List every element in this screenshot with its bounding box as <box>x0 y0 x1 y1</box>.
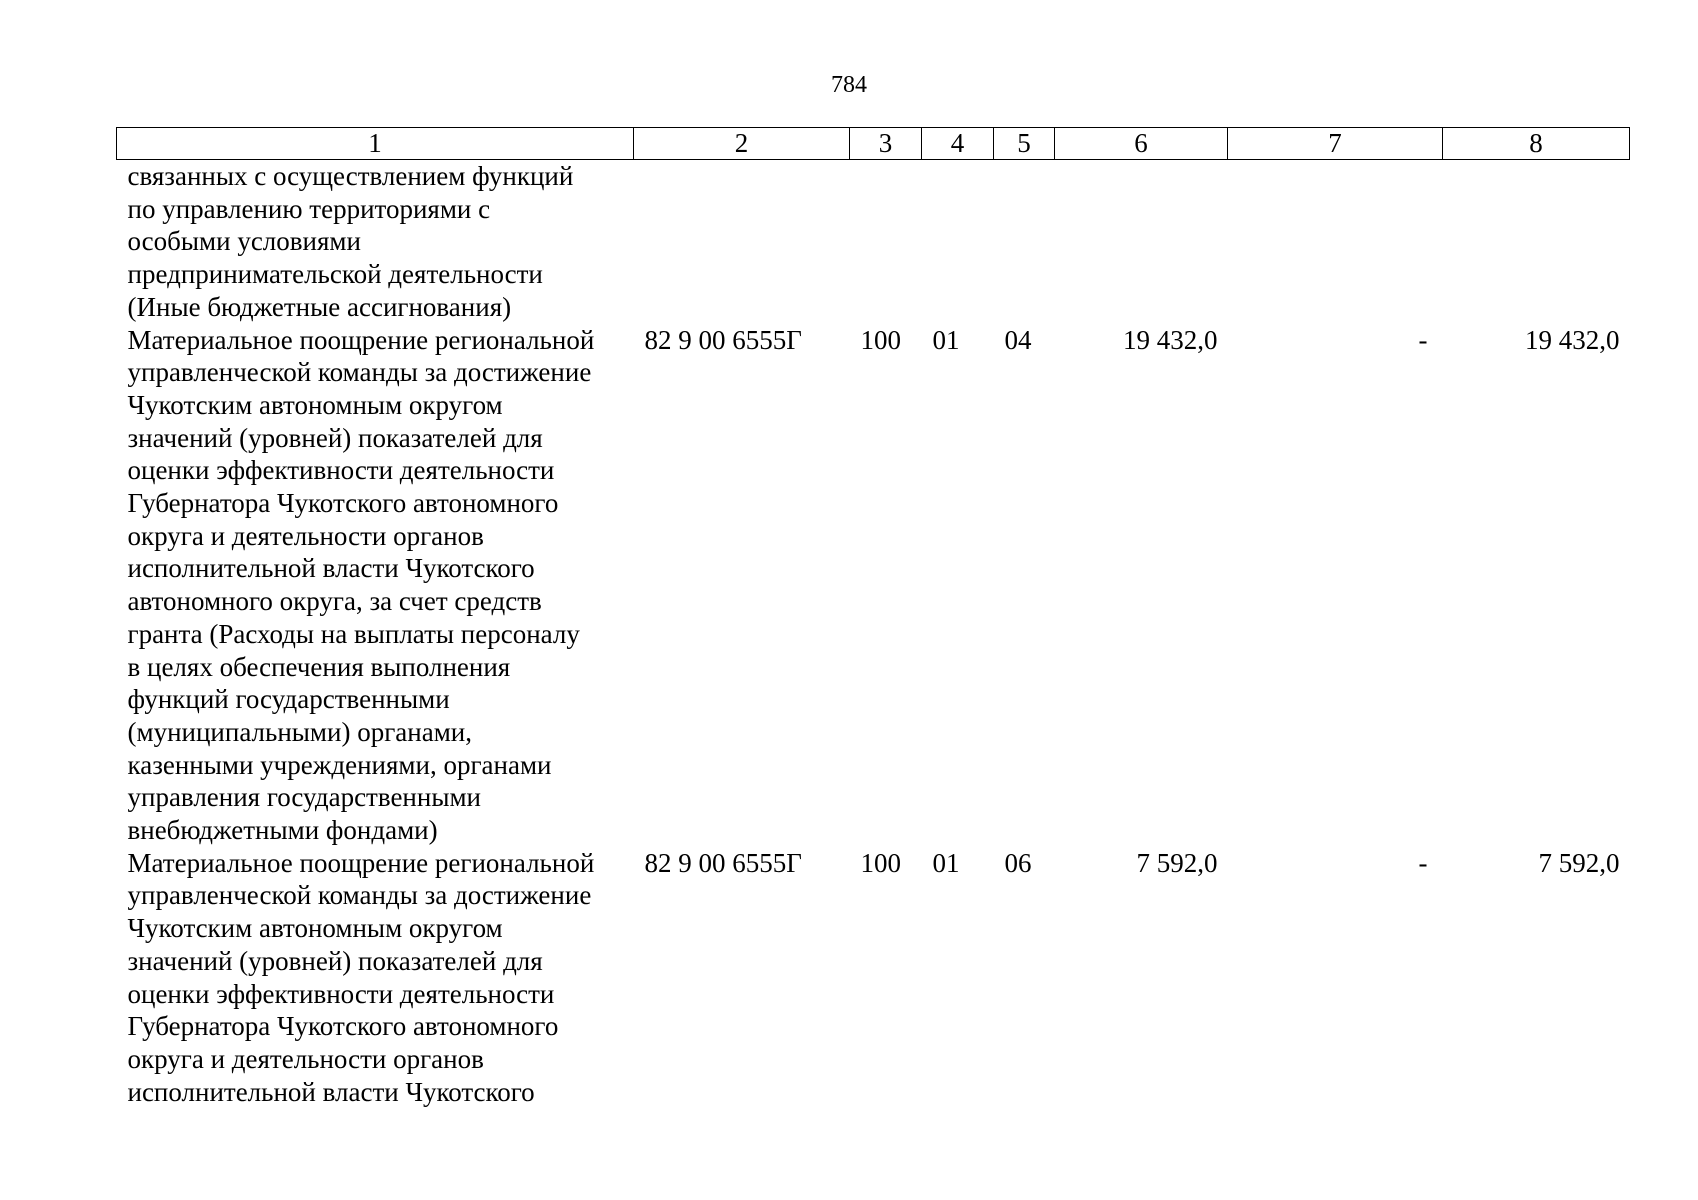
row-total: 7 592,0 <box>1136 847 1218 878</box>
row-own: 19 432,0 <box>1525 324 1620 355</box>
table-row <box>117 847 1630 1109</box>
row-total <box>1055 160 1228 324</box>
row-expense-type: 100 <box>860 847 901 878</box>
row-section: 01 <box>932 847 960 878</box>
table-header-row <box>117 128 1630 160</box>
row-expense-type <box>850 160 922 324</box>
column-header-7: 7 <box>1228 128 1443 160</box>
row-name: связанных с осуществлением функций по управлению территориями с особыми условиями предпринимательской деятельности (Иные бюджетные ассигнования) <box>127 161 574 322</box>
row-federal: - <box>1418 847 1428 878</box>
row-section: 01 <box>932 324 960 355</box>
row-target-article <box>634 160 850 324</box>
table-row <box>117 160 1630 324</box>
row-own <box>1443 160 1630 324</box>
column-header-1: 1 <box>117 128 634 160</box>
row-federal <box>1228 160 1443 324</box>
budget-table <box>116 127 1630 1108</box>
column-header-8: 8 <box>1443 128 1630 160</box>
row-federal: - <box>1418 324 1428 355</box>
column-header-4: 4 <box>922 128 994 160</box>
column-header-6: 6 <box>1055 128 1228 160</box>
row-expense-type: 100 <box>860 324 901 355</box>
row-name: Материальное поощрение региональной управленческой команды за достижение Чукотским автономным округом значений (уровней) показателей для оценки эффективности деятельности Губернатора Чукотского автономного округа и деятельности органов исполнительной власти Чукотского <box>127 847 595 1107</box>
row-subsection <box>994 160 1055 324</box>
row-name: Материальное поощрение региональной управленческой команды за достижение Чукотским автономным округом значений (уровней) показателей для оценки эффективности деятельности Губернатора Чукотского автономного округа и деятельности органов исполнительной власти Чукотского автономного округа, за счет средств гранта (Расходы на выплаты персоналу в целях обеспечения выполнения функций государственными (муниципальными) органами, казенными учреждениями, органами управления государственными внебюджетными фондами) <box>127 324 595 846</box>
column-header-5: 5 <box>994 128 1055 160</box>
table-row <box>117 324 1630 847</box>
row-own: 7 592,0 <box>1538 847 1620 878</box>
row-target-article: 82 9 00 6555Г <box>644 324 802 355</box>
row-section <box>922 160 994 324</box>
row-subsection: 06 <box>1004 847 1032 878</box>
page-number: 784 <box>831 72 867 98</box>
column-header-3: 3 <box>850 128 922 160</box>
column-header-2: 2 <box>634 128 850 160</box>
row-target-article: 82 9 00 6555Г <box>644 847 802 878</box>
row-total: 19 432,0 <box>1123 324 1218 355</box>
row-subsection: 04 <box>1004 324 1032 355</box>
